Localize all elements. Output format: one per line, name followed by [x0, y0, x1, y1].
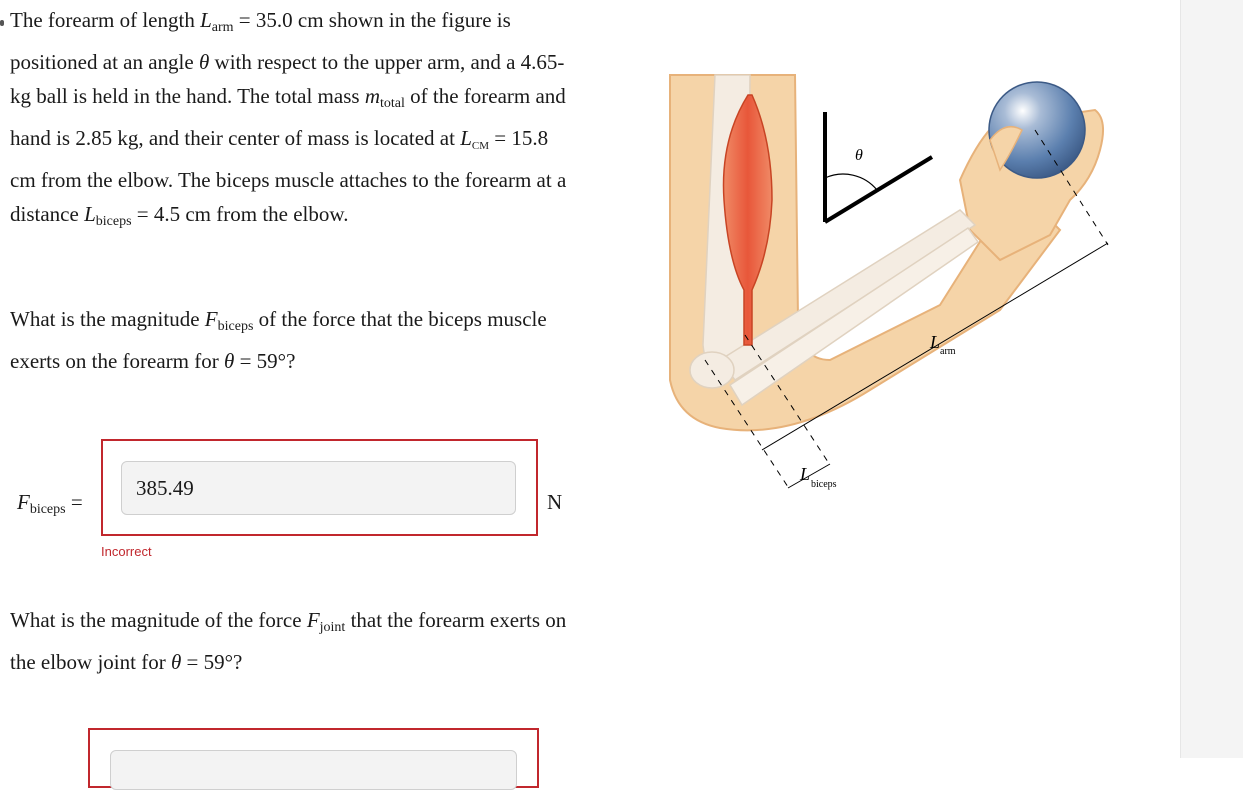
L-arm-label: L [930, 332, 941, 352]
theta-label: θ [855, 147, 863, 164]
joint-force-input[interactable] [110, 750, 517, 790]
problem-statement: The forearm of length $L_{arm} = 35.0$ cm shown in the figure is positioned at an angle θ with respect to the upper arm, and a 4.65-kg ball is held in the hand. The total mass $m_{total}$ of the forearm and hand is 2.85 kg, and their center of mass is located at $L_{CM} = 15.8$ cm from the elbow. The biceps muscle attaches to the forearm at a distance $L_{biceps} = 4.5$ cm from the elbow. [10, 8, 567, 229]
right-sidebar [1180, 0, 1243, 758]
bullet-icon [0, 20, 4, 26]
L-arm-subscript: arm [940, 346, 956, 357]
question-joint-force: What is the magnitude of the force $F_{joint}$ that the forearm exerts on the elbow joint for θ = 59°? [10, 608, 567, 674]
L-biceps-subscript: biceps [811, 479, 837, 490]
unit-label: N [547, 490, 563, 514]
incorrect-status: Incorrect [101, 544, 152, 559]
biceps-force-input[interactable]: 385.49 [121, 461, 516, 515]
question-biceps-force: What is the magnitude $F_{biceps}$ of the force that the biceps muscle exerts on the forearm for θ = 59°? [10, 307, 547, 373]
arm-figure [640, 60, 1130, 500]
L-biceps-label: L [800, 464, 811, 484]
answer-label-biceps: $F_{biceps}$ = [17, 490, 83, 517]
